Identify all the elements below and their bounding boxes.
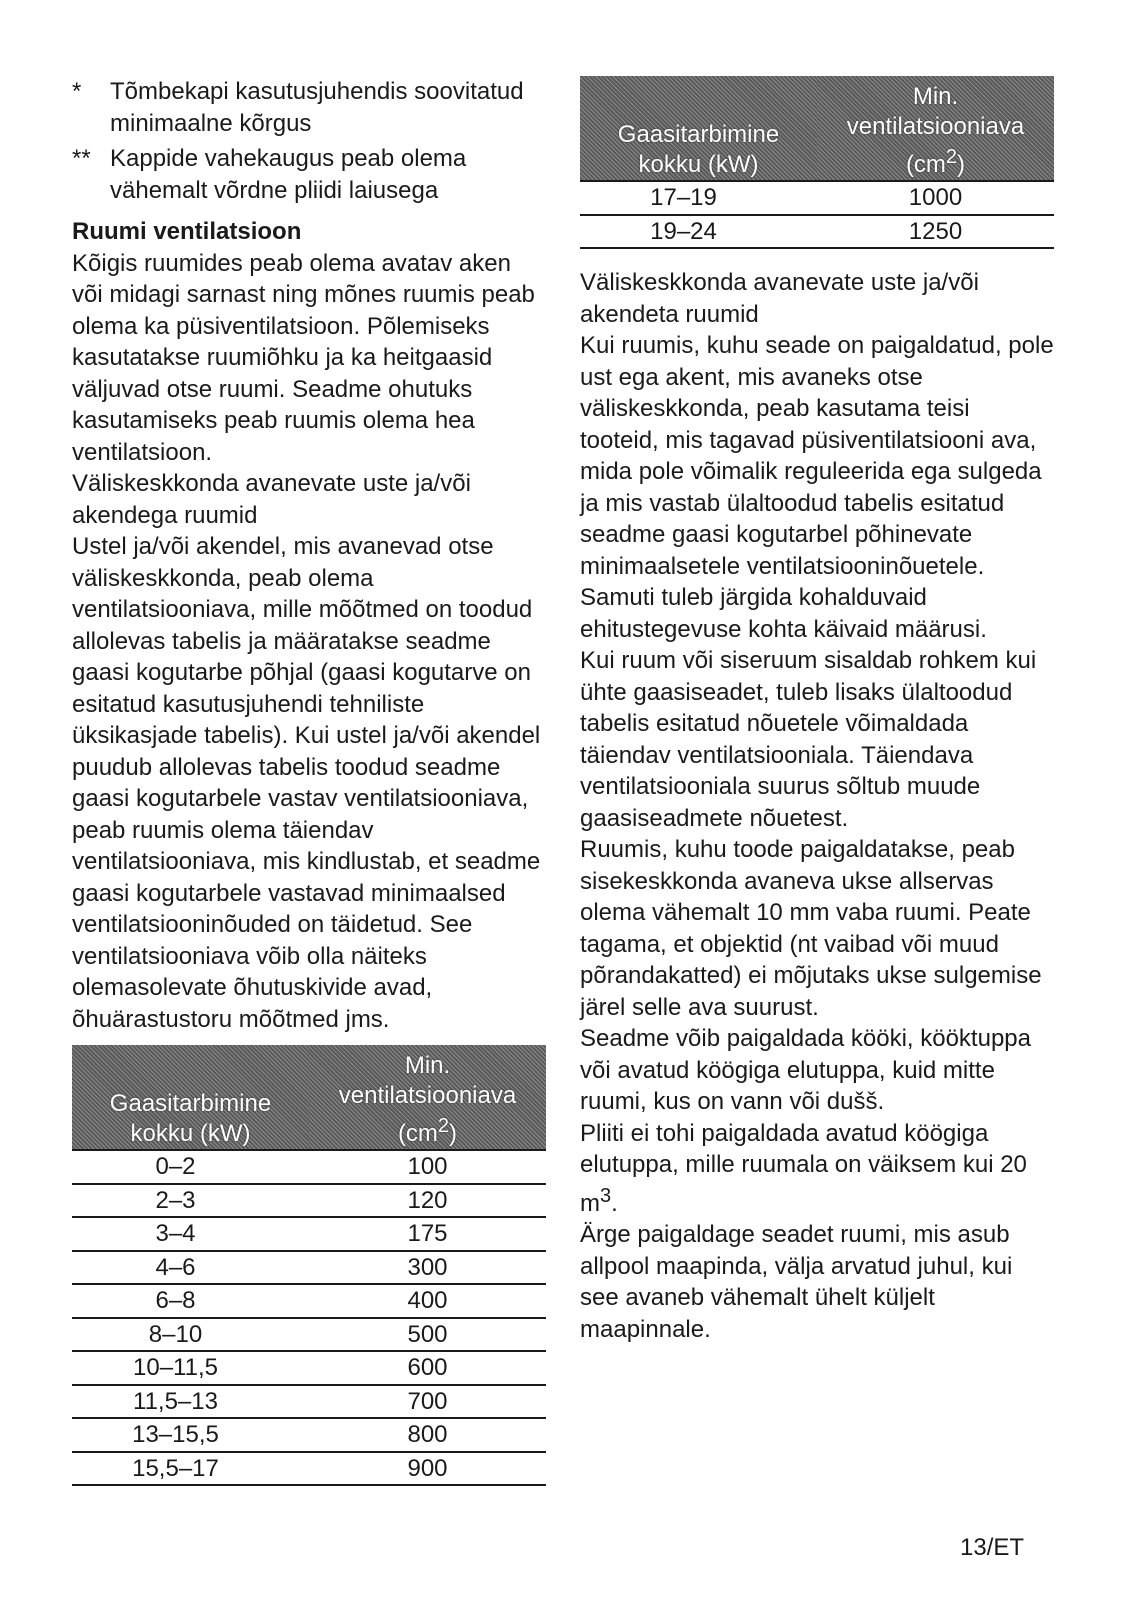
footnote-text: Kappide vahekaugus peab olema vähemalt võrdne pliidi laiusega: [110, 145, 467, 204]
ventilation-table-left: [72, 1045, 546, 1486]
section-heading-rooms-with-openings: Väliskeskkonda avanevate uste ja/või akendega ruumid: [72, 470, 471, 529]
cell-min-vent: 600: [309, 1351, 546, 1385]
header-text: kokku (kW): [130, 1120, 251, 1147]
header-text: Min.: [404, 1052, 451, 1079]
cell-gas-consumption: 3–4: [72, 1217, 309, 1251]
table-header-gas-consumption: [72, 1045, 309, 1150]
cell-gas-consumption: 17–19: [580, 181, 817, 215]
section-heading-rooms-without-openings: Väliskeskkonda avanevate uste ja/või akendeta ruumid: [580, 269, 979, 328]
table-row: [72, 1251, 546, 1285]
table-header-min-vent: [817, 76, 1054, 181]
cell-min-vent: 100: [309, 1150, 546, 1184]
header-unit-sup: 2: [945, 146, 958, 168]
superscript: 3: [600, 1184, 612, 1207]
cell-min-vent: 175: [309, 1217, 546, 1251]
left-column: [72, 76, 546, 1486]
footnote: [72, 143, 546, 206]
table-row: [72, 1217, 546, 1251]
table-row: [72, 1418, 546, 1452]
header-unit: (cm: [397, 1120, 438, 1147]
paragraph: Ruumis, kuhu toode paigaldatakse, peab sisekeskkonda avaneva ukse allservas olema vähemalt 10 mm vaba ruumi. Peate tagama, et objektid (nt vaibad või muud põrandakatted) ei mõjutaks ukse sulgemise järel selle ava suurust.: [580, 836, 1042, 1021]
footnote-text: Tõmbekapi kasutusjuhendis soovitatud minimaalne kõrgus: [110, 78, 524, 137]
cell-gas-consumption: 6–8: [72, 1284, 309, 1318]
paragraph-rooms-with-openings: Ustel ja/või akendel, mis avanevad otse väliskeskkonda, peab olema ventilatsiooniava, mille mõõtmed on toodud allolevas tabelis ja määratakse seadme gaasi kogutarbe põhjal (gaasi kogutarve on esitatud kasutusjuhendi tehniliste üksikasjade tabelis). Kui ustel ja/või akendel puudub allolevas tabelis toodud seadme gaasi kogutarbele vastav ventilatsiooniava, peab ruumis olema täiendav ventilatsiooniava, mis kindlustab, et seadme gaasi kogutarbele vastavad minimaalsed ventilatsiooninõuded on täidetud. See ventilatsiooniava võib olla näiteks olemasolevate õhutuskivide avad, õhuärastustoru mõõtmed jms.: [72, 533, 541, 1033]
cell-gas-consumption: 8–10: [72, 1318, 309, 1352]
cell-min-vent: 900: [309, 1452, 546, 1486]
table-row: [72, 1351, 546, 1385]
paragraph-end: .: [611, 1189, 618, 1217]
header-text: ventilatsiooniava: [846, 113, 1025, 140]
table-body: [580, 181, 1054, 248]
header-unit-close: ): [449, 1120, 458, 1147]
ventilation-table-right: [580, 76, 1054, 249]
paragraph: Seadme võib paigaldada kööki, kööktuppa või avatud köögiga elutuppa, kuid mitte ruumi, kus on vann või dušš.: [580, 1025, 1031, 1115]
right-column: [580, 76, 1054, 1345]
cell-min-vent: 400: [309, 1284, 546, 1318]
page-number: 13/ET: [960, 1534, 1025, 1561]
header-text: Gaasitarbimine: [109, 1090, 272, 1117]
table-row: [72, 1385, 546, 1419]
cell-min-vent: 1250: [817, 215, 1054, 249]
cell-min-vent: 700: [309, 1385, 546, 1419]
table-row: [580, 215, 1054, 249]
table-row: [72, 1318, 546, 1352]
cell-min-vent: 1000: [817, 181, 1054, 215]
paragraph: Kui ruum või siseruum sisaldab rohkem kui ühte gaasiseadet, tuleb lisaks ülaltoodud tabelis esitatud nõuetele võimaldada täiendav ventilatsiooniala. Täiendava ventilatsiooniala suurus sõltub muude gaasiseadmete nõuetest.: [580, 647, 1037, 832]
table-header-gas-consumption: [580, 76, 817, 181]
cell-gas-consumption: 4–6: [72, 1251, 309, 1285]
paragraph: Kui ruumis, kuhu seade on paigaldatud, pole ust ega akent, mis avaneks otse väliskeskkonda, peab kasutama teisi tooteid, mis tagavad püsiventilatsiooni ava, mida pole võimalik reguleerida ega sulgeda ja mis vastab ülaltoodud tabelis esitatud seadme gaasi kogutarbel põhinevate minimaalsetele ventilatsiooninõuetele. Samuti tuleb järgida kohalduvaid ehitustegevuse kohta käivaid määrusi.: [580, 332, 1054, 643]
cell-gas-consumption: 13–15,5: [72, 1418, 309, 1452]
table-row: [580, 181, 1054, 215]
paragraph-room-ventilation: Kõigis ruumides peab olema avatav aken või midagi sarnast ning mõnes ruumis peab olema ka püsiventilatsioon. Põlemiseks kasutatakse ruumiõhku ja ka heitgaasid väljuvad otse ruumi. Seadme ohutuks kasutamiseks peab ruumis olema hea ventilatsioon.: [72, 249, 535, 466]
table-header-min-vent: [309, 1045, 546, 1150]
header-text: Min.: [912, 83, 959, 110]
header-text: ventilatsiooniava: [338, 1082, 517, 1109]
footnote-mark: **: [72, 145, 91, 172]
header-unit-sup: 2: [437, 1115, 450, 1137]
paragraph-text: Pliiti ei tohi paigaldada avatud köögiga elutuppa, mille ruumala on väiksem kui 20 m: [580, 1119, 1027, 1217]
section-heading-room-ventilation: Ruumi ventilatsioon: [72, 218, 302, 245]
cell-min-vent: 300: [309, 1251, 546, 1285]
paragraph: Ärge paigaldage seadet ruumi, mis asub allpool maapinda, välja arvatud juhul, kui see avaneb vähemalt ühelt küljelt maapinnale.: [580, 1221, 1013, 1343]
table-row: [72, 1284, 546, 1318]
table-body: [72, 1150, 546, 1485]
cell-min-vent: 500: [309, 1318, 546, 1352]
cell-min-vent: 800: [309, 1418, 546, 1452]
cell-gas-consumption: 15,5–17: [72, 1452, 309, 1486]
table-row: [72, 1184, 546, 1218]
cell-gas-consumption: 19–24: [580, 215, 817, 249]
paragraph: [580, 1118, 1054, 1220]
header-unit: (cm: [905, 151, 946, 178]
footnote: [72, 76, 546, 139]
table-row: [72, 1150, 546, 1184]
cell-gas-consumption: 0–2: [72, 1150, 309, 1184]
header-unit-close: ): [957, 151, 966, 178]
table-row: [72, 1452, 546, 1486]
cell-gas-consumption: 11,5–13: [72, 1385, 309, 1419]
header-text: kokku (kW): [638, 151, 759, 178]
cell-min-vent: 120: [309, 1184, 546, 1218]
cell-gas-consumption: 2–3: [72, 1184, 309, 1218]
header-text: Gaasitarbimine: [617, 121, 780, 148]
cell-gas-consumption: 10–11,5: [72, 1351, 309, 1385]
footnote-mark: *: [72, 78, 82, 105]
